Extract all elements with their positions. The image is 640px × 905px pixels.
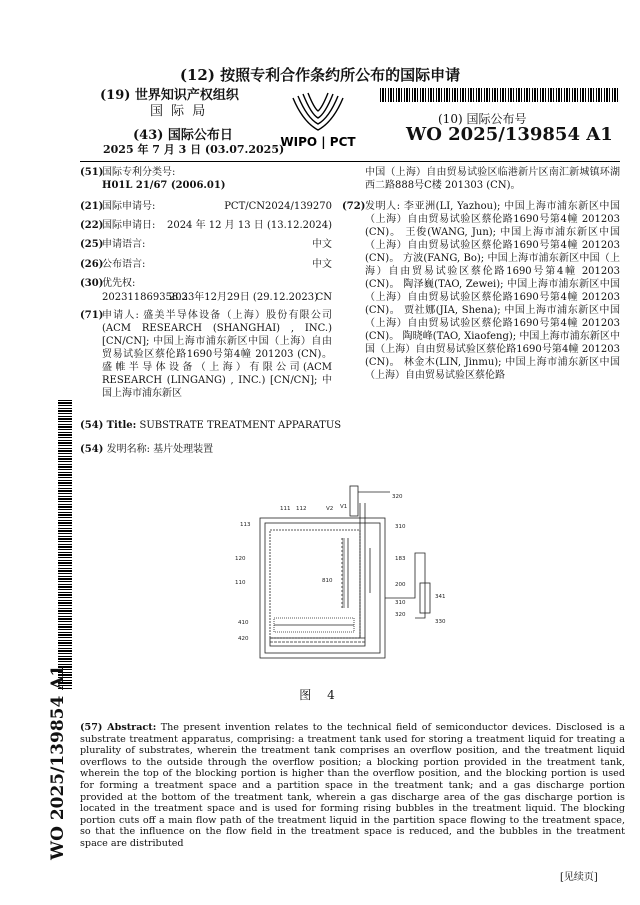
fig-label-110: 110 bbox=[235, 580, 246, 586]
fig-label-330: 330 bbox=[435, 619, 446, 625]
barcode bbox=[380, 88, 620, 102]
fig-label-320a: 320 bbox=[392, 494, 403, 500]
fig-label-310a: 310 bbox=[395, 524, 406, 530]
field-51: (51) 国际专利分类号: H01L 21/67 (2006.01) bbox=[80, 167, 226, 191]
org-bureau: 国 际 局 bbox=[150, 104, 208, 119]
abstract-text: The present invention relates to the technical field of semiconductor devices. Disclosed is a substrate treatment apparatus, comprising: a treatment tank used for storing a treatment liquid for treating a plurality of substrates, wherein the treatment tank comprises an overflow position, and the treatment liquid overflows to the outside through the overflow position; a blocking portion provided in the treatment tank, wherein the top of the blocking portion is higher than the overflow position, and the blocking portion is used for forming a treatment space and a partition space in the treatment tank; and a gas discharge portion provided at the bottom of the treatment tank, wherein a gas discharge area of the gas discharge portion is located in the treatment space and is used for forming rising bubbles in the treatment liquid. The blocking portion cuts off a main flow path of the treatment liquid in the partition space flowing to the treatment space, so that the influence on the flow field in the treatment space is reduced, and the bubbles in the treatment space are distributed bbox=[80, 722, 625, 849]
field-25: (25) 申请语言: 中文 bbox=[80, 239, 332, 250]
fig-label-320b: 320 bbox=[395, 612, 406, 618]
fig-label-810: 810 bbox=[322, 578, 333, 584]
side-pub-number: WO 2025/139854 A1 bbox=[48, 664, 68, 860]
title-en: (54) Title: SUBSTRATE TREATMENT APPARATUS bbox=[80, 420, 342, 431]
fig-label-v2: V2 bbox=[326, 506, 334, 512]
title-cn: (54) 发明名称: 基片处理装置 bbox=[80, 444, 214, 455]
fig-label-410: 410 bbox=[238, 620, 249, 626]
fig-label-200: 200 bbox=[395, 582, 406, 588]
ipc-code: H01L 21/67 (2006.01) bbox=[102, 180, 226, 191]
field-72: (72) 发明人: 李亚洲(LI, Yazhou); 中国上海市浦东新区中国（上海）自由贸易试验区蔡伦路1690号第4幢 201203 (CN)。 王俊(WANG, Jun); 中国上海市浦东新区中国（上海）自由贸易试验区蔡伦路1690号第4幢 201203 (CN)。 方波(FANG, Bo); 中国上海市浦东新区中国（上海）自由贸易试验区蔡伦路1690号第4幢 201203 (CN)。 陶泽巍(TAO, Zewei); 中国上海市浦东新区中国（上海）自由贸易试验区蔡伦路1690号第4幢 201203 (CN)。 贾社娜(JIA, Shena); 中国上海市浦东新区中国（上海）自由贸易试验区蔡伦路1690号第4幢 201203 (CN)。 陶晓峰(TAO, Xiaofeng); 中国上海市浦东新区中国（上海）自由贸易试验区蔡伦路1690号第4幢 201203 (CN)。 林金木(LIN, Jinmu); 中国上海市浦东新区中国（上海）自由贸易试验区蔡伦路 bbox=[342, 201, 620, 381]
pub-date: 2025 年 7 月 3 日 (03.07.2025) bbox=[103, 143, 285, 156]
abstract: (57) Abstract: The present invention relates to the technical field of semiconductor devices. Disclosed is a substrate treatment apparatus, comprising: a treatment tank used for storing a treatment liquid for treating a plurality of substrates, wherein the treatment tank comprises an overflow position, and the treatment liquid overflows to the outside through the overflow position; a blocking portion provided in the treatment tank, wherein the top of the blocking portion is higher than the overflow position, and the blocking portion is used for forming a treatment space and a partition space in the treatment tank; and a gas discharge portion provided at the bottom of the treatment tank, wherein a gas discharge area of the gas discharge portion is located in the treatment space and is used for forming rising bubbles in the treatment liquid. The blocking portion cuts off a main flow path of the treatment liquid in the partition space flowing to the treatment space, so that the influence on the flow field in the treatment space is reduced, and the bubbles in the treatment space are distributed bbox=[80, 722, 625, 849]
header-rule bbox=[80, 161, 620, 162]
figure-4 bbox=[230, 478, 460, 678]
wipo-logo bbox=[263, 92, 373, 152]
fig-label-113: 113 bbox=[240, 522, 251, 528]
inventors-text: 发明人: 李亚洲(LI, Yazhou); 中国上海市浦东新区中国（上海）自由贸易试验区蔡伦路1690号第4幢 201203 (CN)。 王俊(WANG, Jun); 中国上海市浦东新区中国（上海）自由贸易试验区蔡伦路1690号第4幢 201203 (CN)。 方波(FANG, Bo); 中国上海市浦东新区中国（上海）自由贸易试验区蔡伦路1690号第4幢 201203 (CN)。 陶泽巍(TAO, Zewei); 中国上海市浦东新区中国（上海）自由贸易试验区蔡伦路1690号第4幢 201203 (CN)。 贾社娜(JIA, Shena); 中国上海市浦东新区中国（上海）自由贸易试验区蔡伦路1690号第4幢 201203 (CN)。 陶晓峰(TAO, Xiaofeng); 中国上海市浦东新区中国（上海）自由贸易试验区蔡伦路1690号第4幢 201203 (CN)。 林金木(LIN, Jinmu); 中国上海市浦东新区中国（上海）自由贸易试验区蔡伦路 bbox=[365, 201, 620, 381]
field-30: (30) 优先权: 202311869358.3 2023年12月29日 (29.12.2023) CN bbox=[80, 278, 332, 303]
applicant-continued: 中国（上海）自由贸易试验区临港新片区南汇新城镇环湖西二路888号C楼 201303 (CN)。 bbox=[365, 167, 620, 191]
field-26: (26) 公布语言: 中文 bbox=[80, 259, 332, 270]
field-21: (21) 国际申请号: PCT/CN2024/139270 bbox=[80, 201, 332, 212]
logo-text: WIPO | PCT bbox=[280, 135, 356, 149]
right-column bbox=[342, 166, 620, 382]
fig-label-183: 183 bbox=[395, 556, 406, 562]
document-title: (12) 按照专利合作条约所公布的国际申请 bbox=[179, 66, 461, 84]
pub-no-label: (10) 国际公布号 bbox=[438, 112, 527, 126]
field-22: (22) 国际申请日: 2024 年 12 月 13 日 (13.12.2024) bbox=[80, 220, 332, 231]
pub-number: WO 2025/139854 A1 bbox=[406, 124, 613, 145]
figure-caption: 图 4 bbox=[299, 688, 341, 702]
fig-label-341: 341 bbox=[435, 594, 446, 600]
fig-label-112: 112 bbox=[296, 506, 307, 512]
side-barcode bbox=[58, 400, 72, 690]
applicant-text: 申请人: 盛美半导体设备（上海）股份有限公司(ACM RESEARCH (SHANGHAI) , INC.) [CN/CN]; 中国上海市浦东新区中国（上海）自由贸易试验区蔡伦路1690号第4幢 201203 (CN)。 盛帷半导体设备（上海）有限公司(ACM RESEARCH (LINGANG) , INC.) [CN/CN]; 中国上海市浦东新区 bbox=[102, 310, 332, 399]
fig-label-120: 120 bbox=[235, 556, 246, 562]
fig-label-v1: V1 bbox=[340, 504, 348, 510]
continued-note: [见续页] bbox=[560, 872, 598, 883]
fig-label-310b: 310 bbox=[395, 600, 406, 606]
org-name: (19) 世界知识产权组织 bbox=[100, 88, 239, 103]
fig-label-111: 111 bbox=[280, 506, 291, 512]
fig-label-420: 420 bbox=[238, 636, 249, 642]
pub-date-label: (43) 国际公布日 bbox=[133, 128, 233, 143]
field-71: (71) 申请人: 盛美半导体设备（上海）股份有限公司(ACM RESEARCH (SHANGHAI) , INC.) [CN/CN]; 中国上海市浦东新区中国（上海）自由贸易试验区蔡伦路1690号第4幢 201203 (CN)。 盛帷半导体设备（上海）有限公司(ACM RESEARCH (LINGANG) , INC.) [CN/CN]; 中国上海市浦东新区 bbox=[80, 310, 332, 399]
